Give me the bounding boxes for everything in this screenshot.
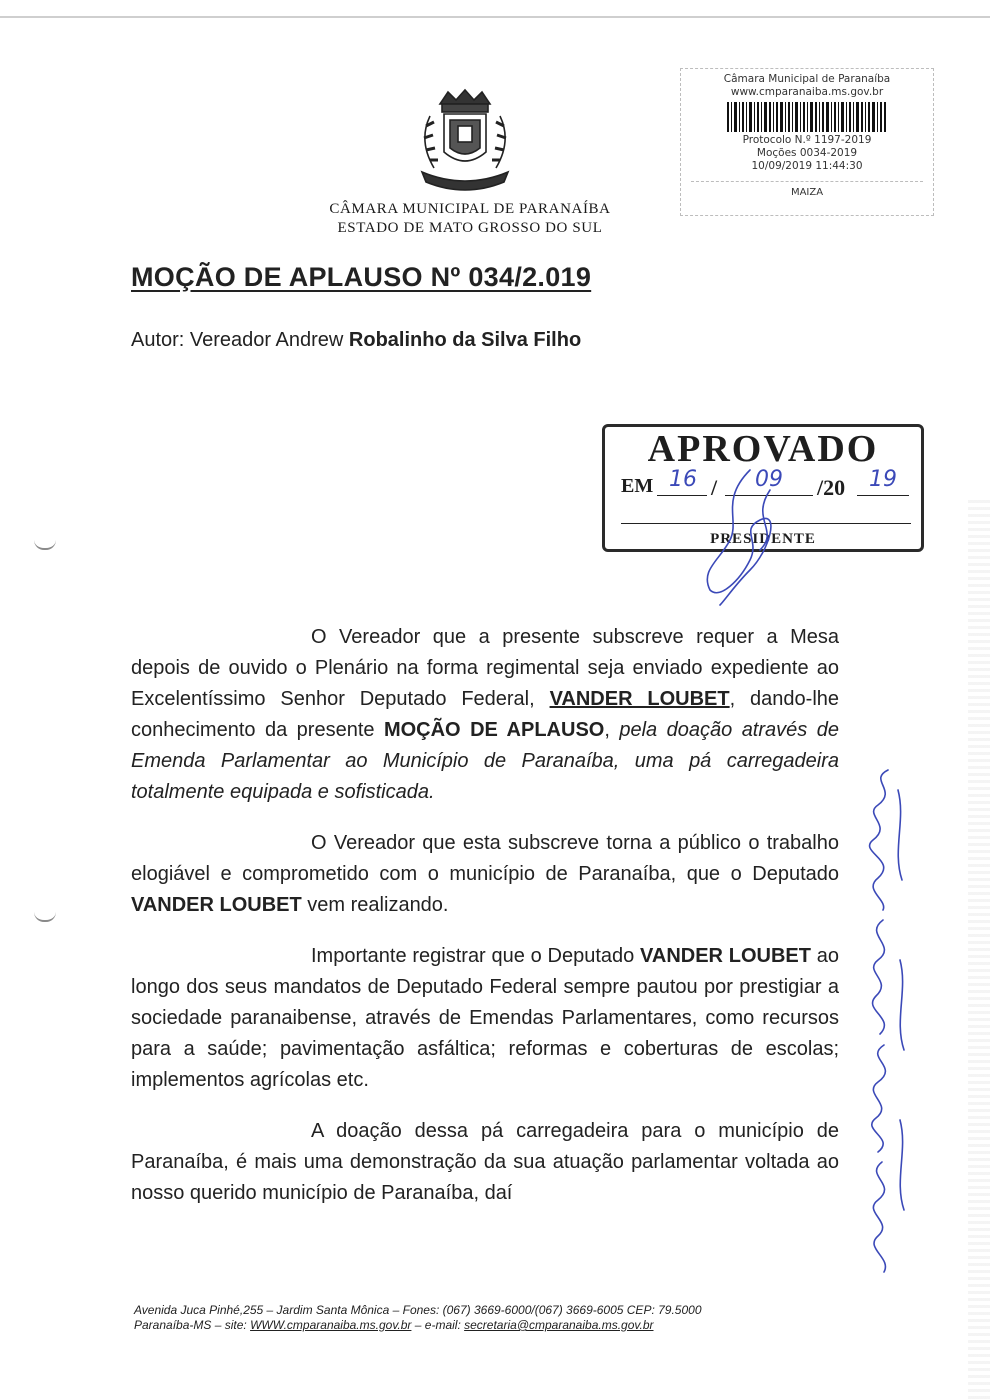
protocol-website: www.cmparanaiba.ms.gov.br xyxy=(730,86,884,98)
body-paragraph xyxy=(131,941,839,1096)
author-name: Robalinho da Silva Filho xyxy=(348,329,582,351)
author-prefix: Autor: Vereador Andrew xyxy=(131,329,349,351)
body-text-span: A doação dessa pá carregadeira para o município de Paranaíba, é mais uma demonstração da sua atuação parlamentar voltada ao nosso querido município de Paranaíba, daí xyxy=(131,1120,839,1204)
footer-contact xyxy=(134,1318,844,1333)
punch-hole-mark xyxy=(34,540,56,550)
footer-text: Paranaíba-MS – site: xyxy=(134,1318,251,1332)
protocol-institution: Câmara Municipal de Paranaíba xyxy=(723,73,891,85)
punch-hole-mark xyxy=(34,912,56,922)
body-paragraph xyxy=(131,828,839,921)
protocol-number: Protocolo N.º 1197-2019 xyxy=(742,134,872,146)
date-slash: / xyxy=(711,475,718,500)
body-paragraph xyxy=(131,622,839,808)
document-body xyxy=(131,622,839,1229)
scan-edge-texture xyxy=(968,500,990,1400)
approval-em-label: EM xyxy=(621,475,654,497)
donation-description: pela doação através de Emenda Parlamentar ao Município de Paranaíba, uma pá carregadeira totalmente equipada e sofisticada. xyxy=(131,719,839,803)
footer-email-link[interactable]: secretaria@cmparanaiba.ms.gov.br xyxy=(464,1318,654,1332)
body-text-span: O Vereador que a presente subscreve requer a Mesa depois de ouvido o Plenário na forma regimental seja enviado expediente ao Excelentíssimo Senhor Deputado Federal, xyxy=(131,626,839,710)
body-text-span: , dando-lhe conhecimento da presente xyxy=(131,688,840,741)
approval-month: 09 xyxy=(755,467,783,492)
president-signature-icon xyxy=(680,460,810,610)
approval-signature-label: PRESIDENTE xyxy=(710,531,816,547)
approval-year-prefix: /20 xyxy=(817,475,846,500)
institution-header xyxy=(260,200,680,238)
margin-signature-icon xyxy=(848,760,918,1280)
document-title: MOÇÃO DE APLAUSO Nº 034/2.019 xyxy=(131,262,592,292)
approval-title: APROVADO xyxy=(647,428,879,470)
protocol-datetime: 10/09/2019 11:44:30 xyxy=(751,160,863,172)
institution-name: CÂMARA MUNICIPAL DE PARANAÍBA xyxy=(329,201,611,217)
barcode-icon xyxy=(727,102,887,132)
document-footer xyxy=(134,1303,844,1333)
scan-edge-line xyxy=(0,16,990,18)
body-text-span: ao longo dos seus mandatos de Deputado Federal sempre pautou por prestigiar a sociedade paranaibense, através de Emendas Parlamentares, como recursos para a saúde; pavimentação asfáltica; reformas e coberturas de escolas; implementos agrícolas etc. xyxy=(131,945,839,1091)
body-paragraph xyxy=(131,1116,839,1209)
footer-text: – e-mail: xyxy=(411,1318,465,1332)
footer-website-link[interactable]: WWW.cmparanaiba.ms.gov.br xyxy=(250,1318,412,1332)
approval-year: 19 xyxy=(869,467,897,492)
institution-state: ESTADO DE MATO GROSSO DO SUL xyxy=(337,220,603,236)
date-line-year xyxy=(857,495,909,496)
body-text-span: Importante registrar que o Deputado xyxy=(311,945,641,967)
body-text-span: O Vereador que esta subscreve torna a público o trabalho elogiável e comprometido com o município de Paranaíba, que o Deputado xyxy=(131,832,839,885)
motion-name: MOÇÃO DE APLAUSO xyxy=(383,719,605,741)
deputy-name: VANDER LOUBET xyxy=(640,945,811,967)
footer-address: Avenida Juca Pinhé,255 – Jardim Santa Mônica – Fones: (067) 3669-6000/(067) 3669-6005 CEP: 79.5000 xyxy=(134,1303,702,1317)
deputy-name: VANDER LOUBET xyxy=(549,688,730,710)
protocol-category: Moções 0034-2019 xyxy=(756,147,858,159)
stamp-divider xyxy=(691,181,923,182)
approval-day: 16 xyxy=(669,467,697,492)
coat-of-arms-icon xyxy=(400,86,530,196)
body-text-span: vem realizando. xyxy=(301,894,449,916)
protocol-stamp xyxy=(680,68,934,216)
body-text-span: , xyxy=(604,719,620,741)
protocol-received-by: MAIZA xyxy=(790,187,824,198)
deputy-name: VANDER LOUBET xyxy=(131,894,302,916)
author-line xyxy=(131,329,581,352)
